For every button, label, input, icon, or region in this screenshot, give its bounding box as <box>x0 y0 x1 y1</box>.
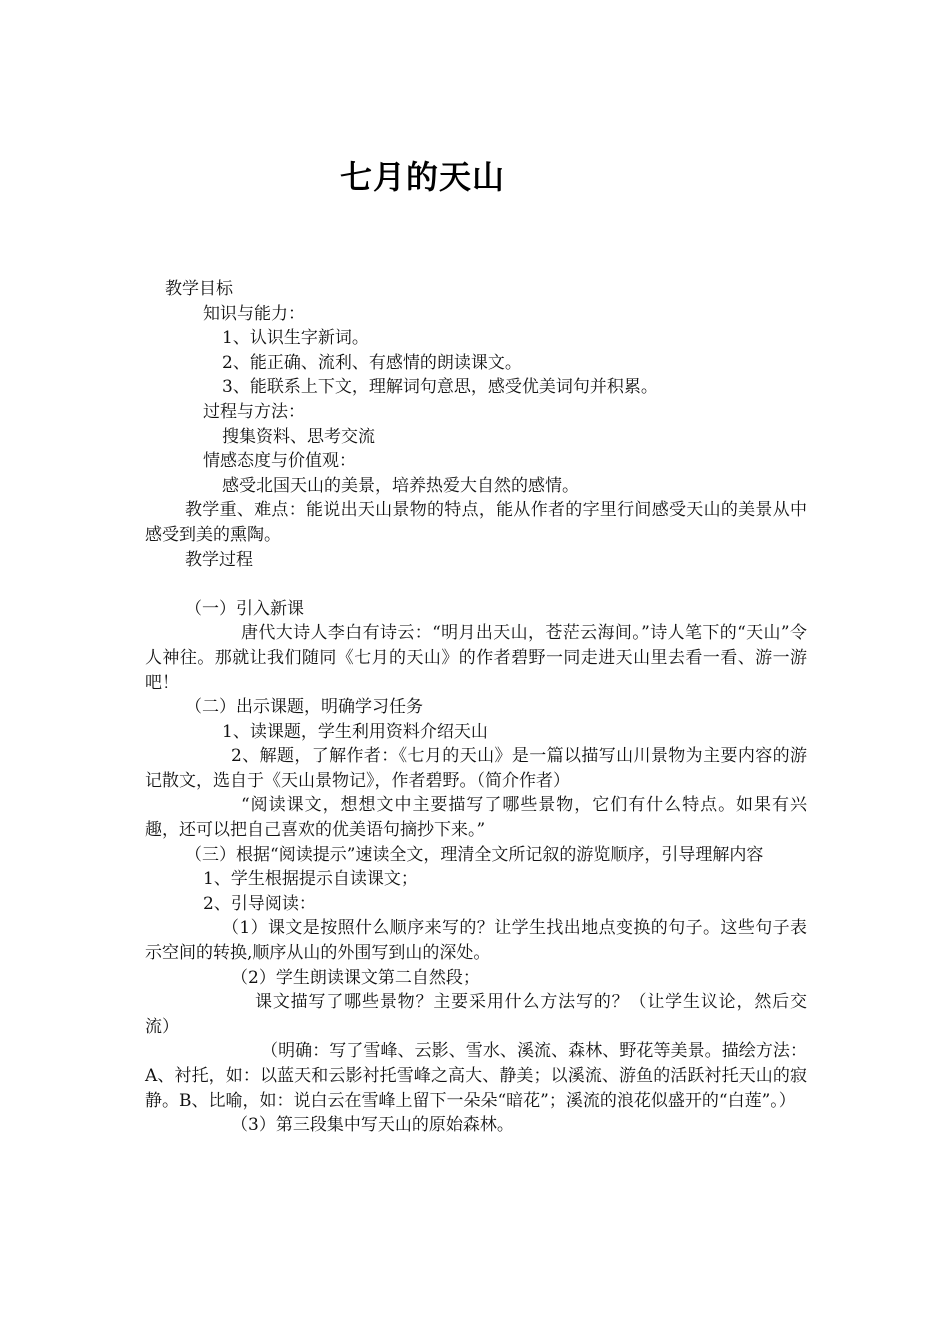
document-body <box>145 277 807 1138</box>
process-method-text: 搜集资料、思考交流 <box>222 426 375 447</box>
section-2-item-2: 2、解题，了解作者：《七月的天山》是一篇以描写山川景物为主要内容的游记散文，选自于《天山景物记》，作者碧野。（简介作者） <box>145 746 807 791</box>
section-3-sub-2-question: 课文描写了哪些景物？主要采用什么方法写的？（让学生议论，然后交流） <box>145 992 807 1037</box>
blank-line <box>145 572 807 597</box>
subheading-knowledge-ability: 知识与能力： <box>203 303 305 324</box>
section-2-item-1: 1、读课题，学生利用资料介绍天山 <box>222 721 488 742</box>
goal-item-2: 2、能正确、流利、有感情的朗读课文。 <box>222 352 522 373</box>
section-1-heading: （一）引入新课 <box>185 598 304 619</box>
section-2-reading-prompt: “阅读课文，想想文中主要描写了哪些景物，它们有什么特点。如果有兴趣，还可以把自己喜欢的优美语句摘抄下来。” <box>145 795 807 841</box>
goal-item-3: 3、能联系上下文，理解词句意思，感受优美词句并积累。 <box>222 377 658 398</box>
document-title: 七月的天山 <box>339 158 505 196</box>
section-2-heading: （二）出示课题，明确学习任务 <box>185 697 423 718</box>
section-3-sub-3: （3）第三段集中写天山的原始森林。 <box>231 1115 514 1136</box>
section-1-paragraph: 唐代大诗人李白有诗云：“明月出天山，苍茫云海间。”诗人笔下的“天山”令人神往。那就让我们随同《七月的天山》的作者碧野一同走进天山里去看一看、游一游吧！ <box>145 623 807 693</box>
subheading-emotion-values: 情感态度与价值观： <box>203 451 356 472</box>
emotion-values-text: 感受北国天山的美景，培养热爱大自然的感情。 <box>222 475 579 496</box>
heading-teaching-goals: 教学目标 <box>165 279 233 299</box>
section-3-item-1: 1、学生根据提示自读课文； <box>203 869 418 890</box>
heading-teaching-process: 教学过程 <box>185 549 253 570</box>
section-3-item-2: 2、引导阅读： <box>203 893 316 914</box>
section-3-heading: （三）根据“阅读提示”速读全文，理清全文所记叙的游览顺序，引导理解内容 <box>185 844 764 865</box>
section-3-sub-2: （2）学生朗读课文第二自然段； <box>231 967 480 988</box>
key-difficult-points: 教学重、难点：能说出天山景物的特点，能从作者的字里行间感受天山的美景从中感受到美的熏陶。 <box>145 500 807 545</box>
section-3-sub-2-answer: （明确：写了雪峰、云影、雪水、溪流、森林、野花等美景。描绘方法：A、衬托，如：以蓝天和云影衬托雪峰之高大、静美；以溪流、游鱼的活跃衬托天山的寂静。B、比喻，如：说白云在雪峰上留下一朵朵“暗花”；溪流的浪花似盛开的“白莲”。） <box>145 1041 807 1111</box>
goal-item-1: 1、认识生字新词。 <box>222 328 369 349</box>
section-3-sub-1: （1）课文是按照什么顺序来写的？让学生找出地点变换的句子。这些句子表示空间的转换,顺序从山的外围写到山的深处。 <box>145 918 807 964</box>
subheading-process-method: 过程与方法： <box>203 401 305 422</box>
